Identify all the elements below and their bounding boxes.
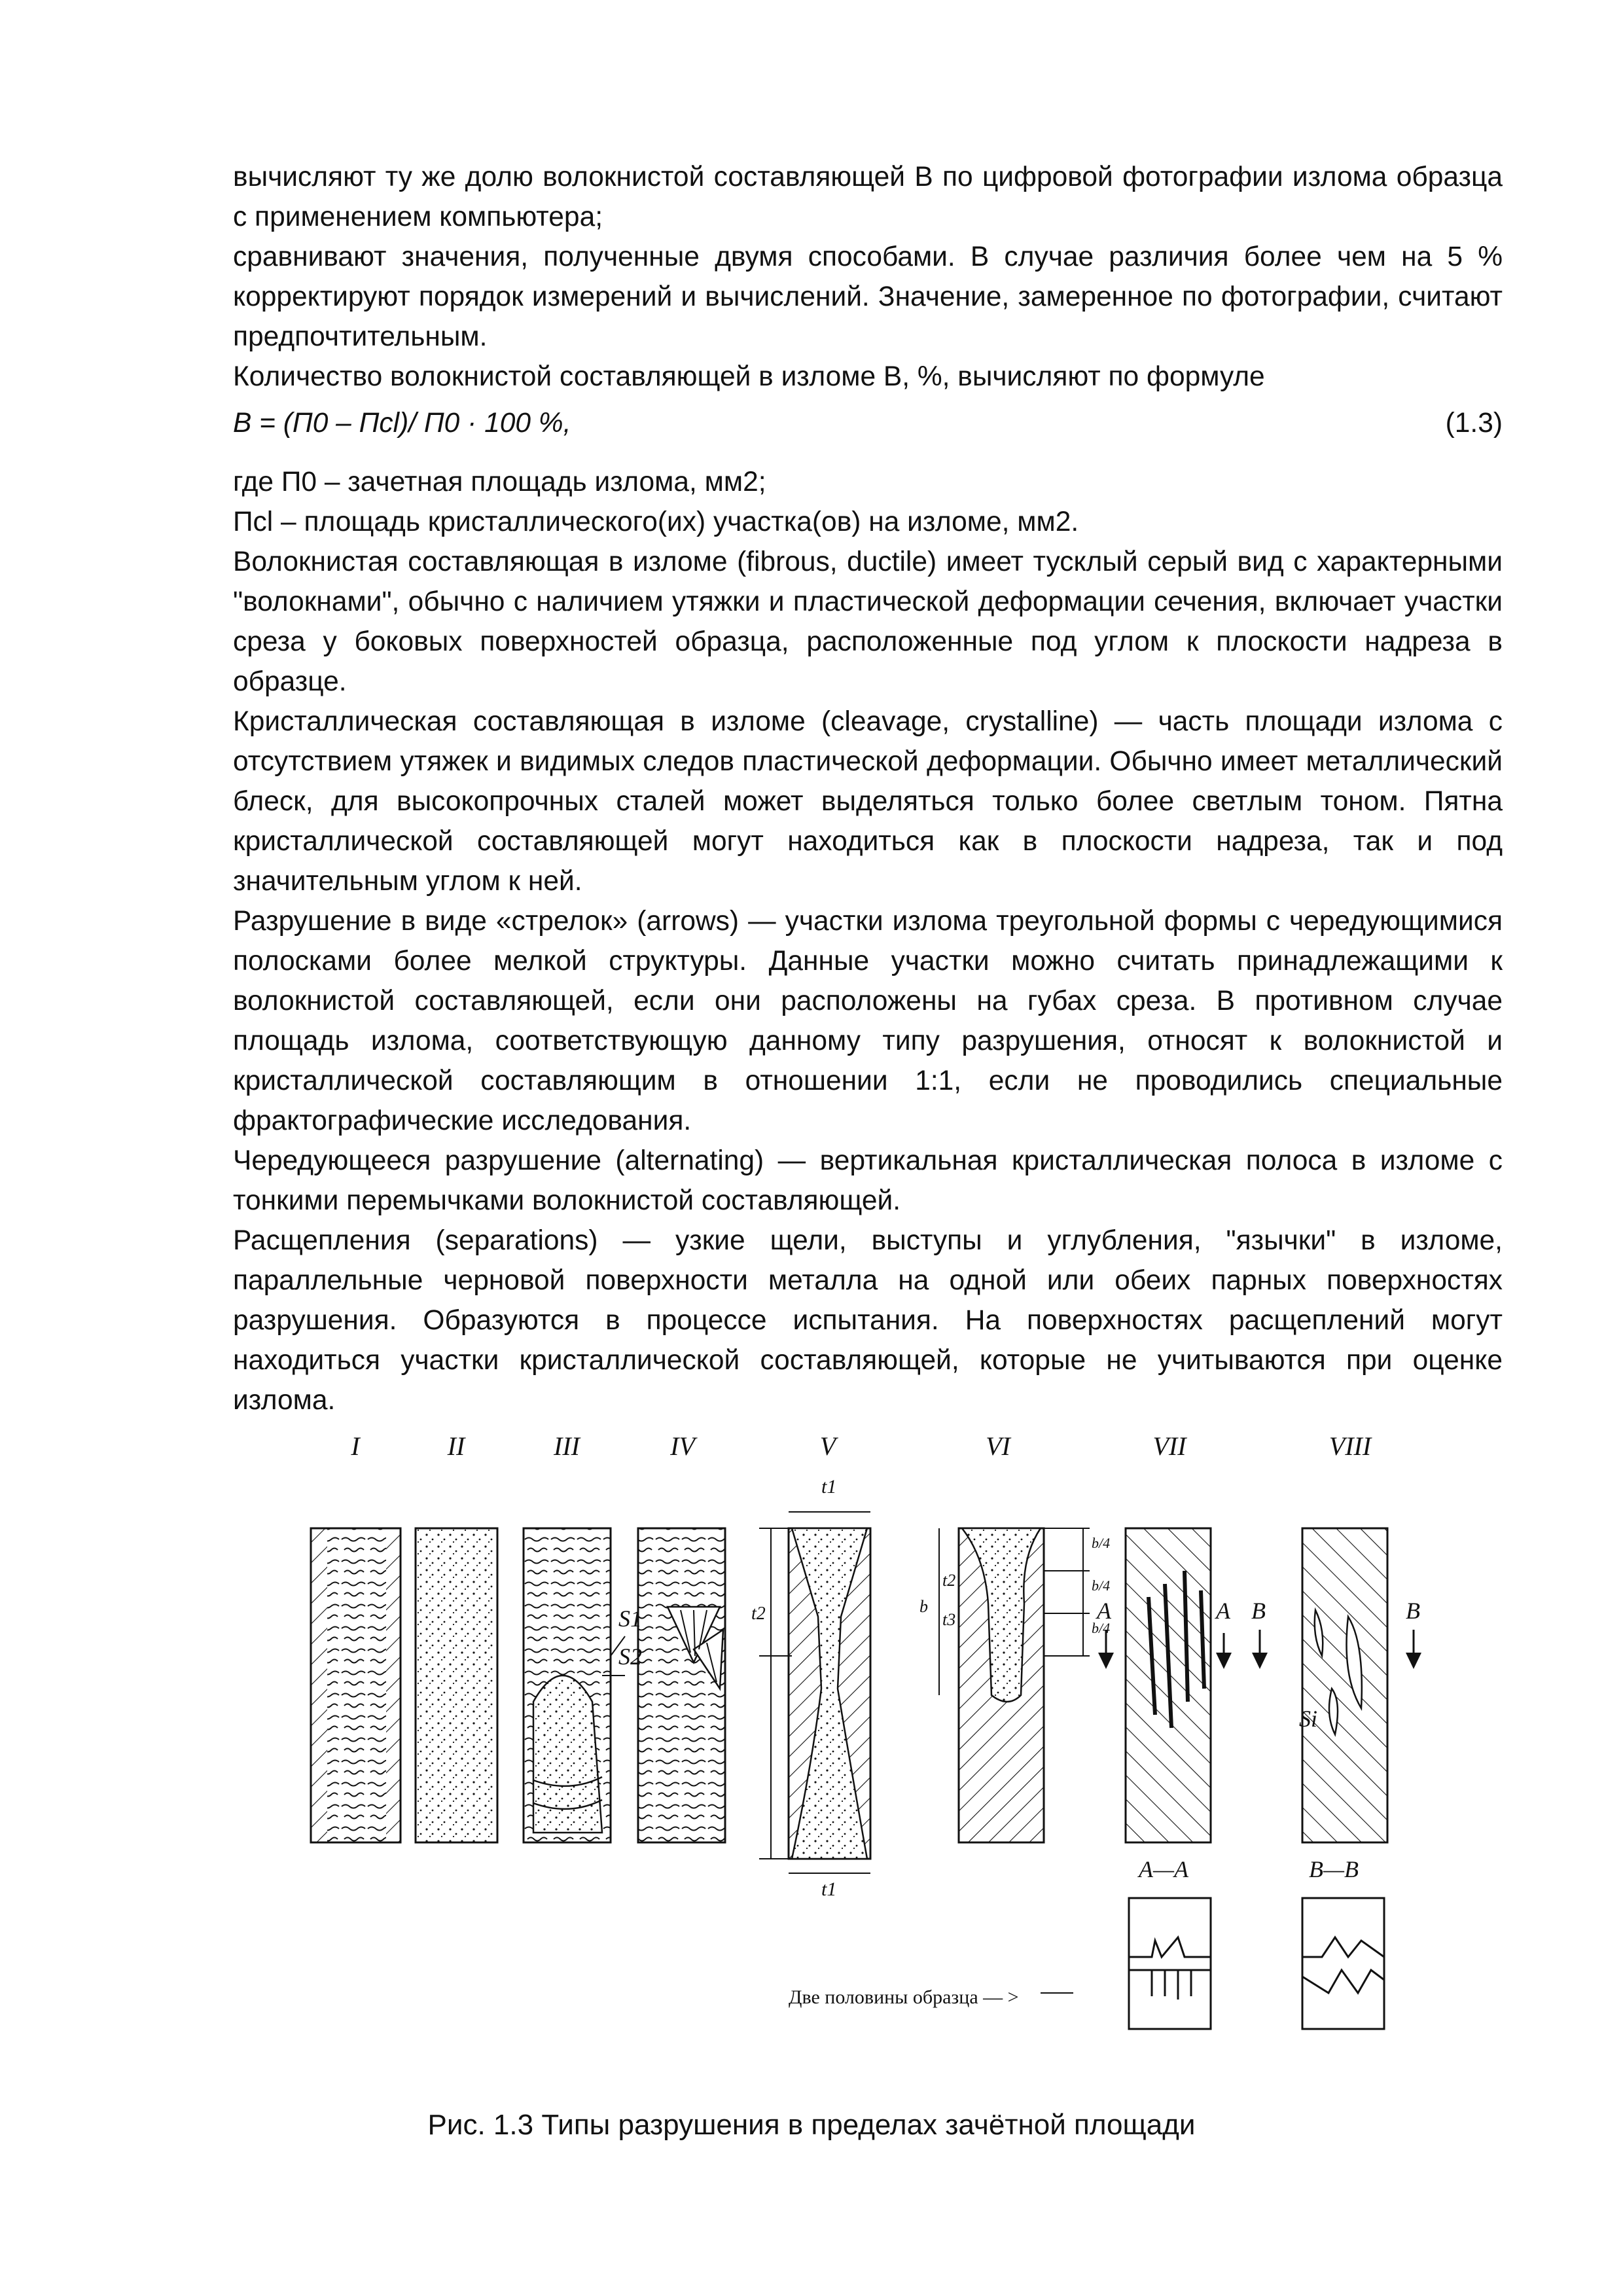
- paragraph: Чередующееся разрушение (alternating) — вертикальная кристаллическая полоса в изломе с тонкими перемычками волокнистой составляющей.: [233, 1145, 1503, 1216]
- label-s1: S1: [618, 1605, 642, 1632]
- label-section-bb: B—B: [1309, 1856, 1359, 1882]
- specimen-type-v: [759, 1512, 870, 1873]
- fracture-type-label: IV: [670, 1431, 695, 1461]
- specimen-type-iv: [638, 1528, 725, 1842]
- label-si: Si: [1299, 1706, 1318, 1732]
- label-t3: t3: [942, 1610, 956, 1629]
- specimen-type-iii: [524, 1528, 625, 1842]
- specimen-type-ii: [416, 1528, 497, 1842]
- fracture-type-label: II: [447, 1431, 465, 1461]
- paragraph: Расщепления (separations) — узкие щели, выступы и углубления, "язычки" в изломе, параллельные черновой поверхности металла на одной или обеих парных поверхностях разрушения. Образуются в процессе испытания. На поверхностях расщеплений могут находиться участки кристаллической составляющей, которые не учитываются при оценке излома.: [233, 1225, 1503, 1416]
- paragraph: Количество волокнистой составляющей в изломе B, %, вычисляют по формуле: [233, 361, 1265, 392]
- paragraph: Волокнистая составляющая в изломе (fibrous, ductile) имеет тусклый серый вид с характерными "волокнами", обычно с наличием утяжки и пластической деформации сечения, включает участки среза у боковых поверхностей образца, расположенные под углом к плоскости надреза в образце.: [233, 547, 1503, 697]
- fracture-type-label: V: [819, 1431, 836, 1461]
- label-b4: b/4: [1092, 1535, 1111, 1551]
- where-line: где П0 – зачетная площадь излома, мм2;: [233, 467, 766, 497]
- label-arrow-a: A: [1097, 1598, 1111, 1624]
- label-section-aa: A—A: [1139, 1856, 1188, 1882]
- specimen-type-i: [311, 1528, 401, 1842]
- where-line: Пcl – площадь кристаллического(их) участка(ов) на изломе, мм2.: [233, 507, 1079, 537]
- label-t2: t2: [751, 1604, 766, 1624]
- fracture-type-label: VIII: [1329, 1431, 1372, 1461]
- paragraph: вычисляют ту же долю волокнистой составляющей B по цифровой фотографии излома образца с применением компьютера;: [233, 162, 1503, 232]
- label-s2: S2: [618, 1643, 642, 1670]
- label-t1-top: t1: [821, 1476, 837, 1498]
- fracture-type-label: I: [351, 1431, 360, 1461]
- label-two-halves: Две половины образца — >: [789, 1986, 1019, 2008]
- label-b4: b/4: [1092, 1577, 1111, 1594]
- label-b: b: [919, 1597, 928, 1616]
- formula: B = (П0 – Пcl)/ П0 · 100 %,: [233, 408, 571, 439]
- fracture-type-label: VI: [986, 1431, 1010, 1461]
- paragraph: сравнивают значения, полученные двумя способами. В случае различия более чем на 5 % корректируют порядок измерений и вычислений. Значение, замеренное по фотографии, считают предпочтительным.: [233, 242, 1503, 352]
- specimen-type-viii: [1252, 1528, 1421, 2029]
- label-arrow-b: B: [1251, 1598, 1266, 1624]
- label-arrow-a: A: [1216, 1598, 1230, 1624]
- label-arrow-b: B: [1406, 1598, 1420, 1624]
- paragraph: Разрушение в виде «стрелок» (arrows) — участки излома треугольной формы с чередующимися полосками более мелкой структуры. Данные участки можно считать принадлежащими к волокнистой составляющей, если они расположены на губах среза. В противном случае площадь излома, соответствующую данному типу разрушения, относят к волокнистой и кристаллической составляющим в отношении 1:1, если не проводились специальные фрактографические исследования.: [233, 906, 1503, 1136]
- equation-number: (1.3): [1445, 408, 1503, 439]
- paragraph: Кристаллическая составляющая в изломе (cleavage, crystalline) — часть площади излома с отсутствием утяжек и видимых следов пластической деформации. Обычно имеет металлический блеск, для высокопрочных сталей может выделяться только более светлым тоном. Пятна кристаллической составляющей могут находиться как в плоскости надреза, так и под значительным углом к ней.: [233, 706, 1503, 897]
- label-t2-vi: t2: [942, 1571, 956, 1590]
- specimen-type-vii: [1098, 1528, 1232, 2029]
- label-t1-bottom: t1: [821, 1878, 837, 1900]
- label-b4: b/4: [1092, 1620, 1111, 1636]
- figure-caption: Рис. 1.3 Типы разрушения в пределах зачётной площади: [427, 2109, 1196, 2141]
- fracture-type-label: VII: [1152, 1431, 1186, 1461]
- fracture-type-label: III: [554, 1431, 580, 1461]
- specimen-type-vi: [939, 1528, 1090, 1842]
